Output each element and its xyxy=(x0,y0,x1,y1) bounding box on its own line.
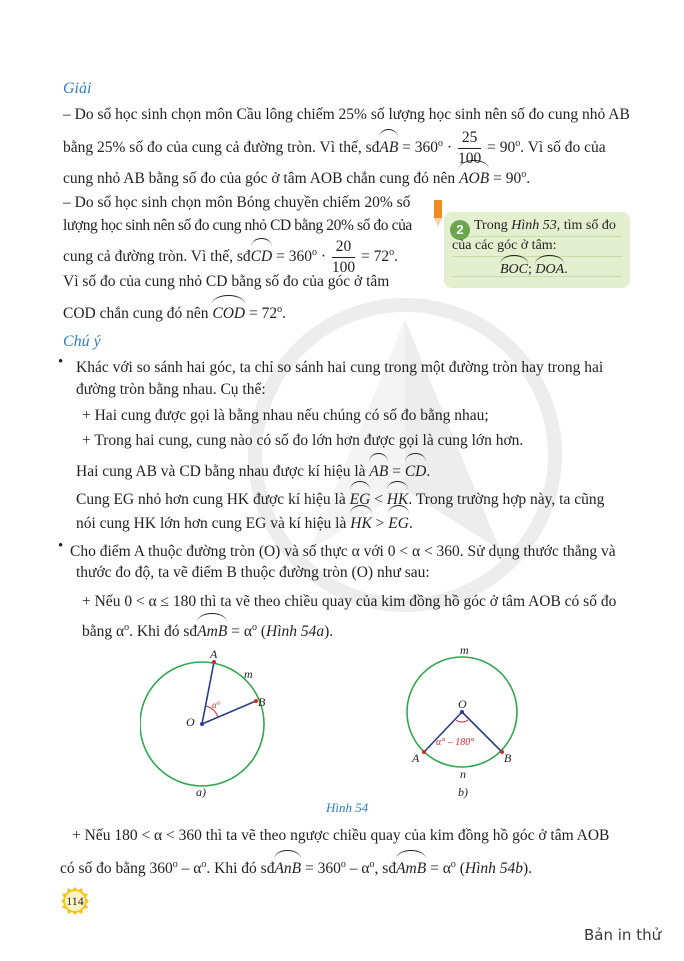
exercise-box xyxy=(444,212,630,288)
figure-caption: Hình 54 xyxy=(326,800,369,815)
bullet-icon: • xyxy=(58,354,64,370)
note-b1-line1: Khác với so sánh hai góc, ta chỉ so sánh hai cung trong một đường tròn hay trong hai xyxy=(76,359,604,376)
note-c2-line2: có số đo bằng $360^o - \alpha^o$. Khi đó sđAnB = $360^o - \alpha^o$, sđAmB = $\alpha^o$ (Hình 54b). xyxy=(60,851,532,882)
label-o-b: O xyxy=(458,697,467,711)
note-eq-line2: Cung EG nhỏ hơn cung HK được kí hiệu là EG < HK. Trong trường hợp này, ta cũng xyxy=(76,486,604,513)
page-number: 114 xyxy=(66,894,84,908)
label-m-b: m xyxy=(460,644,469,657)
label-m: m xyxy=(244,667,253,681)
label-n-b: n xyxy=(460,767,466,781)
note-b1-line2: đường tròn bằng nhau. Cụ thể: xyxy=(76,381,266,398)
exercise-line2: của các góc ở tâm: xyxy=(452,238,557,253)
angle-label-b: α° – 180° xyxy=(436,737,475,748)
bullet-icon: • xyxy=(58,538,64,554)
label-b-b: B xyxy=(504,751,512,765)
point-a-b xyxy=(422,750,426,754)
solution-p1-line1: – Do số học sinh chọn môn Cầu lông chiếm 25% số lượng học sinh nên số đo cung nhỏ AB xyxy=(63,106,630,123)
note-eq-line3: nói cung HK lớn hơn cung EG và kí hiệu là HK > EG. xyxy=(76,510,413,537)
solution-p2-line4: Vì số đo của cung nhỏ CD bằng số đo của góc ở tâm xyxy=(63,273,390,290)
footer-draft-label: Bản in thử xyxy=(584,926,662,944)
pencil-icon xyxy=(432,200,444,226)
solution-p2-line5: COD chắn cung đó nên COD = $72^o$. xyxy=(63,296,286,327)
figure-54a xyxy=(140,648,280,798)
solution-p1-line3: cung nhỏ AB bằng số đo của góc ở tâm AOB chắn cung đó nên AOB = $90^o$. xyxy=(63,161,530,192)
solution-p2-line2: lượng học sinh nên số đo cung nhỏ CD bằng 20% số đo của xyxy=(63,217,412,234)
note-s1: + Hai cung được gọi là bằng nhau nếu chúng có số đo bằng nhau; xyxy=(82,407,489,424)
note-b2-line1: Cho điểm A thuộc đường tròn (O) và số thực α với 0 < α < 360. Sử dụng thước thẳng và xyxy=(70,543,616,560)
label-b: B xyxy=(258,695,266,709)
figure-54b xyxy=(404,644,534,800)
exercise-line1: Trong Hình 53, tìm số đo xyxy=(474,218,616,233)
angle-arc-b xyxy=(456,720,468,722)
note-c2-line1: + Nếu 180 < α < 360 thì ta vẽ theo ngược chiều quay của kim đồng hồ góc ở tâm AOB xyxy=(72,827,610,844)
label-o: O xyxy=(186,715,195,729)
note-c1-line2: bằng $\alpha^o$. Khi đó sđAmB = $\alpha^o$ (Hình 54a). xyxy=(82,614,333,645)
point-o xyxy=(200,722,204,726)
note-eq-line1: Hai cung AB và CD bằng nhau được kí hiệu là AB = CD. xyxy=(76,458,430,485)
label-a: A xyxy=(210,648,218,661)
note-c1-line1: + Nếu 0 < α ≤ 180 thì ta vẽ theo chiều quay của kim đồng hồ góc ở tâm AOB có số đo xyxy=(82,593,617,610)
label-a-b: A xyxy=(412,751,420,765)
note-b2-line2: thước đo độ, ta vẽ điểm B thuộc đường tròn (O) như sau: xyxy=(76,564,430,581)
solution-p1-line2: bằng 25% số đo của cung cả đường tròn. Vì thế, sđAB = $360^o$ · $\frac{25}{100}$ = $90^o$. Vì số đo của xyxy=(63,129,606,167)
exercise-number-badge: 2 xyxy=(450,220,470,240)
note-heading: Chú ý xyxy=(63,333,101,350)
angle-label-a: α° xyxy=(212,700,221,710)
page-number-badge xyxy=(60,886,90,916)
figure-b-label: b) xyxy=(458,785,468,799)
solution-p2-line1: – Do số học sinh chọn môn Bóng chuyền chiếm 20% số xyxy=(63,194,411,211)
exercise-line3: BOC; DOA. xyxy=(500,260,568,280)
figure-a-label: a) xyxy=(196,785,206,798)
note-s2: + Trong hai cung, cung nào có số đo lớn hơn được gọi là cung lớn hơn. xyxy=(82,432,524,449)
solution-p2-line3: cung cả đường tròn. Vì thế, sđCD = $360^o$ · $\frac{20}{100}$ = $72^o$. xyxy=(63,238,398,276)
radius-ob xyxy=(202,701,256,724)
radius-oa xyxy=(202,662,214,724)
solution-heading: Giải xyxy=(63,80,92,97)
